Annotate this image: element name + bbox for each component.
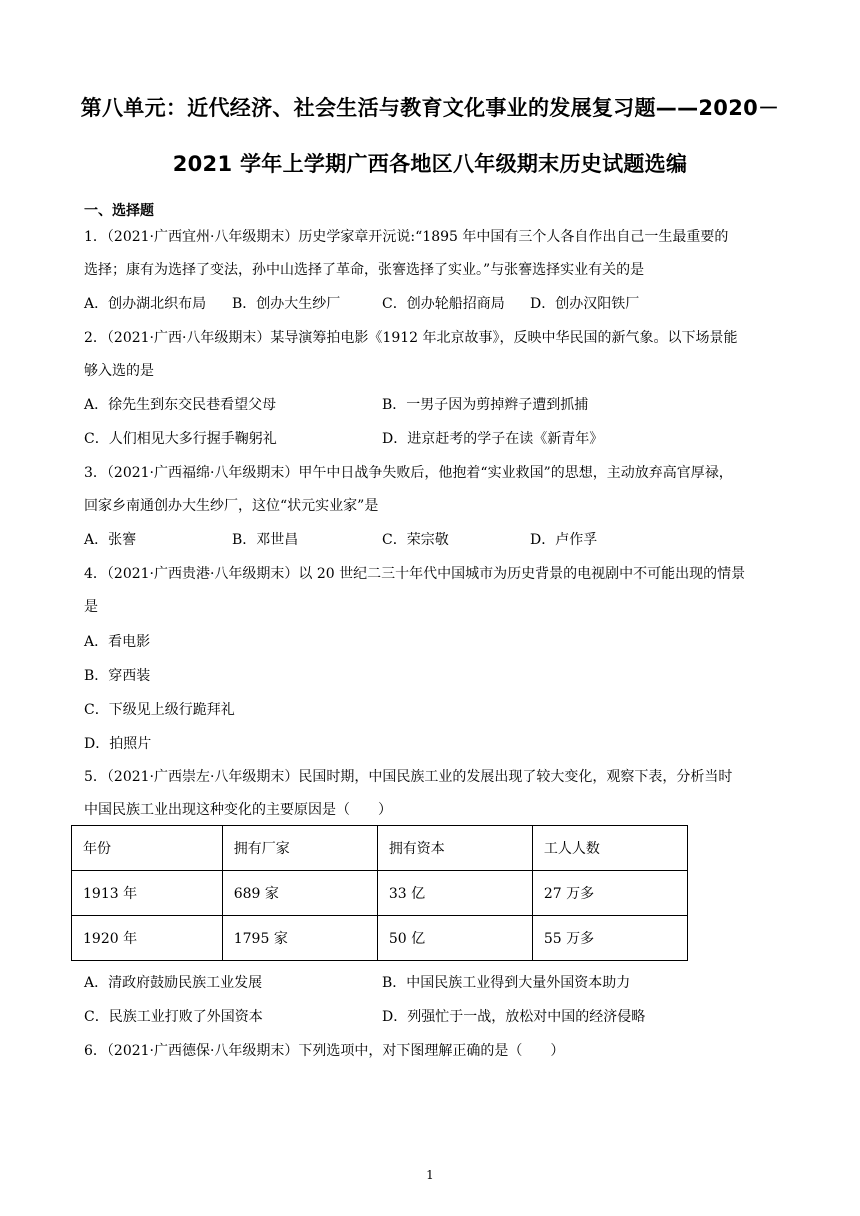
question-3-option-a: A．张謇: [84, 532, 137, 548]
question-4-option-b: B．穿西装: [84, 668, 151, 684]
question-1-option-c: C．创办轮船招商局: [382, 296, 505, 312]
table-cell: 1913 年: [72, 871, 223, 916]
table-cell: 33 亿: [377, 871, 532, 916]
question-2-option-a: A．徐先生到东交民巷看望父母: [84, 397, 277, 413]
question-3-option-d: D．卢作孚: [530, 532, 598, 548]
question-1-option-b: B．创办大生纱厂: [232, 296, 341, 312]
page-number: 1: [426, 1168, 434, 1182]
table-header-cell: 拥有资本: [377, 826, 532, 871]
question-2-option-c: C．人们相见大多行握手鞠躬礼: [84, 431, 277, 447]
question-2-option-b: B．一男子因为剪掉辫子遭到抓捕: [382, 397, 589, 413]
question-5-option-b: B．中国民族工业得到大量外国资本助力: [382, 975, 631, 991]
question-4-stem-line-2: 是: [84, 599, 98, 615]
table-cell: 27 万多: [532, 871, 687, 916]
question-5-option-d: D．列强忙于一战，放松对中国的经济侵略: [382, 1009, 646, 1025]
question-3-stem-line-1: 3．（2021·广西福绵·八年级期末）甲午中日战争失败后，他抱着“实业救国”的思想，主动放弃高官厚禄，: [84, 465, 733, 481]
table-cell: 1920 年: [72, 916, 223, 961]
question-3-stem-line-2: 回家乡南通创办大生纱厂，这位“状元实业家”是: [84, 498, 379, 514]
table-header-cell: 年份: [72, 826, 223, 871]
question-4-option-a: A．看电影: [84, 634, 151, 650]
question-1-stem-line-1: 1．（2021·广西宜州·八年级期末）历史学家章开沅说:“1895 年中国有三个人各自作出自己一生最重要的: [84, 229, 729, 245]
table-cell: 689 家: [222, 871, 377, 916]
question-2-stem-line-1: 2．（2021·广西·八年级期末）某导演筹拍电影《1912 年北京故事》，反映中华民国的新气象。以下场景能: [84, 330, 738, 346]
table-row: [72, 871, 688, 916]
question-4-stem-line-1: 4．（2021·广西贵港·八年级期末）以 20 世纪二三十年代中国城市为历史背景的电视剧中不可能出现的情景: [84, 566, 746, 582]
question-4-option-d: D．拍照片: [84, 736, 152, 752]
table-header-cell: 拥有厂家: [222, 826, 377, 871]
question-1-stem-line-2: 选择；康有为选择了变法，孙中山选择了革命，张謇选择了实业。”与张謇选择实业有关的是: [84, 262, 645, 278]
table-header-row: [72, 826, 688, 871]
question-2-stem-line-2: 够入选的是: [84, 363, 154, 379]
question-2-option-d: D．进京赶考的学子在读《新青年》: [382, 431, 604, 447]
page-title-line-2: 2021 学年上学期广西各地区八年级期末历史试题选编: [172, 152, 688, 176]
question-5-option-a: A．清政府鼓励民族工业发展: [84, 975, 263, 991]
question-5-stem-line-1: 5．（2021·广西崇左·八年级期末）民国时期，中国民族工业的发展出现了较大变化，观察下表，分析当时: [84, 769, 733, 785]
industry-data-table: [71, 825, 688, 961]
page-title-line-1: 第八单元：近代经济、社会生活与教育文化事业的发展复习题——2020－: [80, 96, 780, 120]
question-6-stem-line-1: 6．（2021·广西德保·八年级期末）下列选项中，对下图理解正确的是（ ）: [84, 1043, 565, 1059]
question-1-option-a: A．创办湖北织布局: [84, 296, 207, 312]
question-3-option-b: B．邓世昌: [232, 532, 299, 548]
table-cell: 55 万多: [532, 916, 687, 961]
table-header-cell: 工人人数: [532, 826, 687, 871]
question-5-stem-line-2: 中国民族工业出现这种变化的主要原因是（ ）: [84, 802, 392, 818]
question-4-option-c: C．下级见上级行跪拜礼: [84, 702, 235, 718]
table-cell: 50 亿: [377, 916, 532, 961]
table-cell: 1795 家: [222, 916, 377, 961]
section-heading: 一、选择题: [84, 203, 154, 219]
question-5-option-c: C．民族工业打败了外国资本: [84, 1009, 263, 1025]
table-row: [72, 916, 688, 961]
question-3-option-c: C．荣宗敬: [382, 532, 449, 548]
question-1-option-d: D．创办汉阳铁厂: [530, 296, 640, 312]
